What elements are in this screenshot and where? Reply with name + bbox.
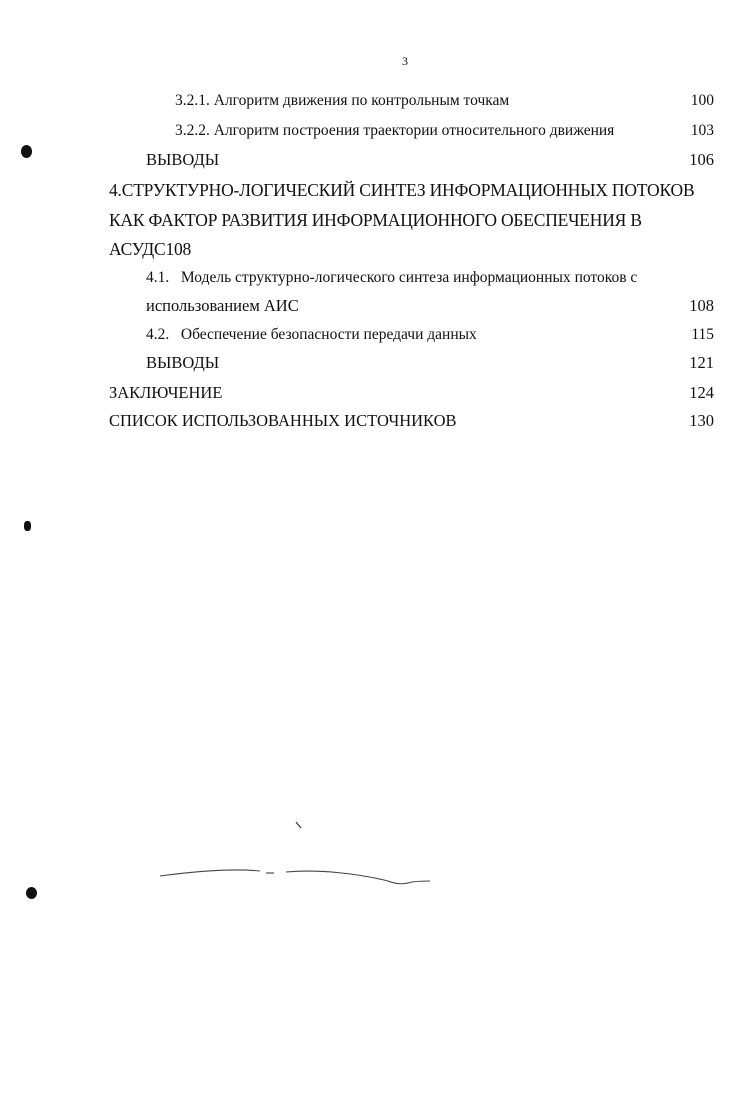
toc-entry-label: СПИСОК ИСПОЛЬЗОВАННЫХ ИСТОЧНИКОВ [109,411,457,430]
toc-entry-label: 3.2.1. Алгоритм движения по контрольным точкам [175,92,510,109]
toc-entry-3-2-2 [175,121,714,141]
toc-entry-4-2 [146,325,714,345]
toc-entry-conclusions-4 [146,353,714,373]
toc-entry-label: 3.2.2. Алгоритм построения траектории относительного движения [175,122,615,139]
toc-entry-page: 121 [689,353,714,372]
toc-entry-label: ЗАКЛЮЧЕНИЕ [109,383,223,402]
toc-entry-page: 115 [691,326,714,343]
toc-entry-4-1-line-2 [146,296,714,316]
chapter-4-heading-page: 108 [165,239,192,259]
toc-entry-references [109,411,714,431]
punch-hole-mark [26,887,37,899]
toc-entry-conclusions-3 [146,150,714,170]
table-of-contents [0,0,733,480]
chapter-4-heading-line-3 [109,239,191,259]
toc-entry-3-2-1 [175,91,714,111]
toc-entry-page: 100 [690,92,714,109]
toc-entry-label: ВЫВОДЫ [146,353,220,372]
punch-hole-mark [24,521,31,531]
punch-hole-mark [21,145,32,158]
toc-entry-4-1-line-1: 4.1. Модель структурно-логического синтеза информационных потоков с [146,269,638,286]
toc-entry-page: 124 [689,383,714,402]
toc-entry-page: 130 [689,411,714,430]
chapter-4-heading-line-1: 4.СТРУКТУРНО-ЛОГИЧЕСКИЙ СИНТЕЗ ИНФОРМАЦИОННЫХ ПОТОКОВ [109,180,695,200]
toc-entry-page: 103 [690,122,714,139]
toc-entry-summary [109,383,714,403]
toc-entry-label: 4.2. Обеспечение безопасности передачи данных [146,326,477,343]
page-number: 3 [402,54,408,68]
toc-entry-label: использованием АИС [146,296,299,315]
chapter-4-heading-label: АСУДС [109,239,166,259]
toc-entry-page: 106 [689,150,714,169]
toc-entry-page: 108 [689,296,714,315]
chapter-4-heading-line-2: КАК ФАКТОР РАЗВИТИЯ ИНФОРМАЦИОННОГО ОБЕСПЕЧЕНИЯ В [109,210,642,230]
toc-entry-label: ВЫВОДЫ [146,150,220,169]
